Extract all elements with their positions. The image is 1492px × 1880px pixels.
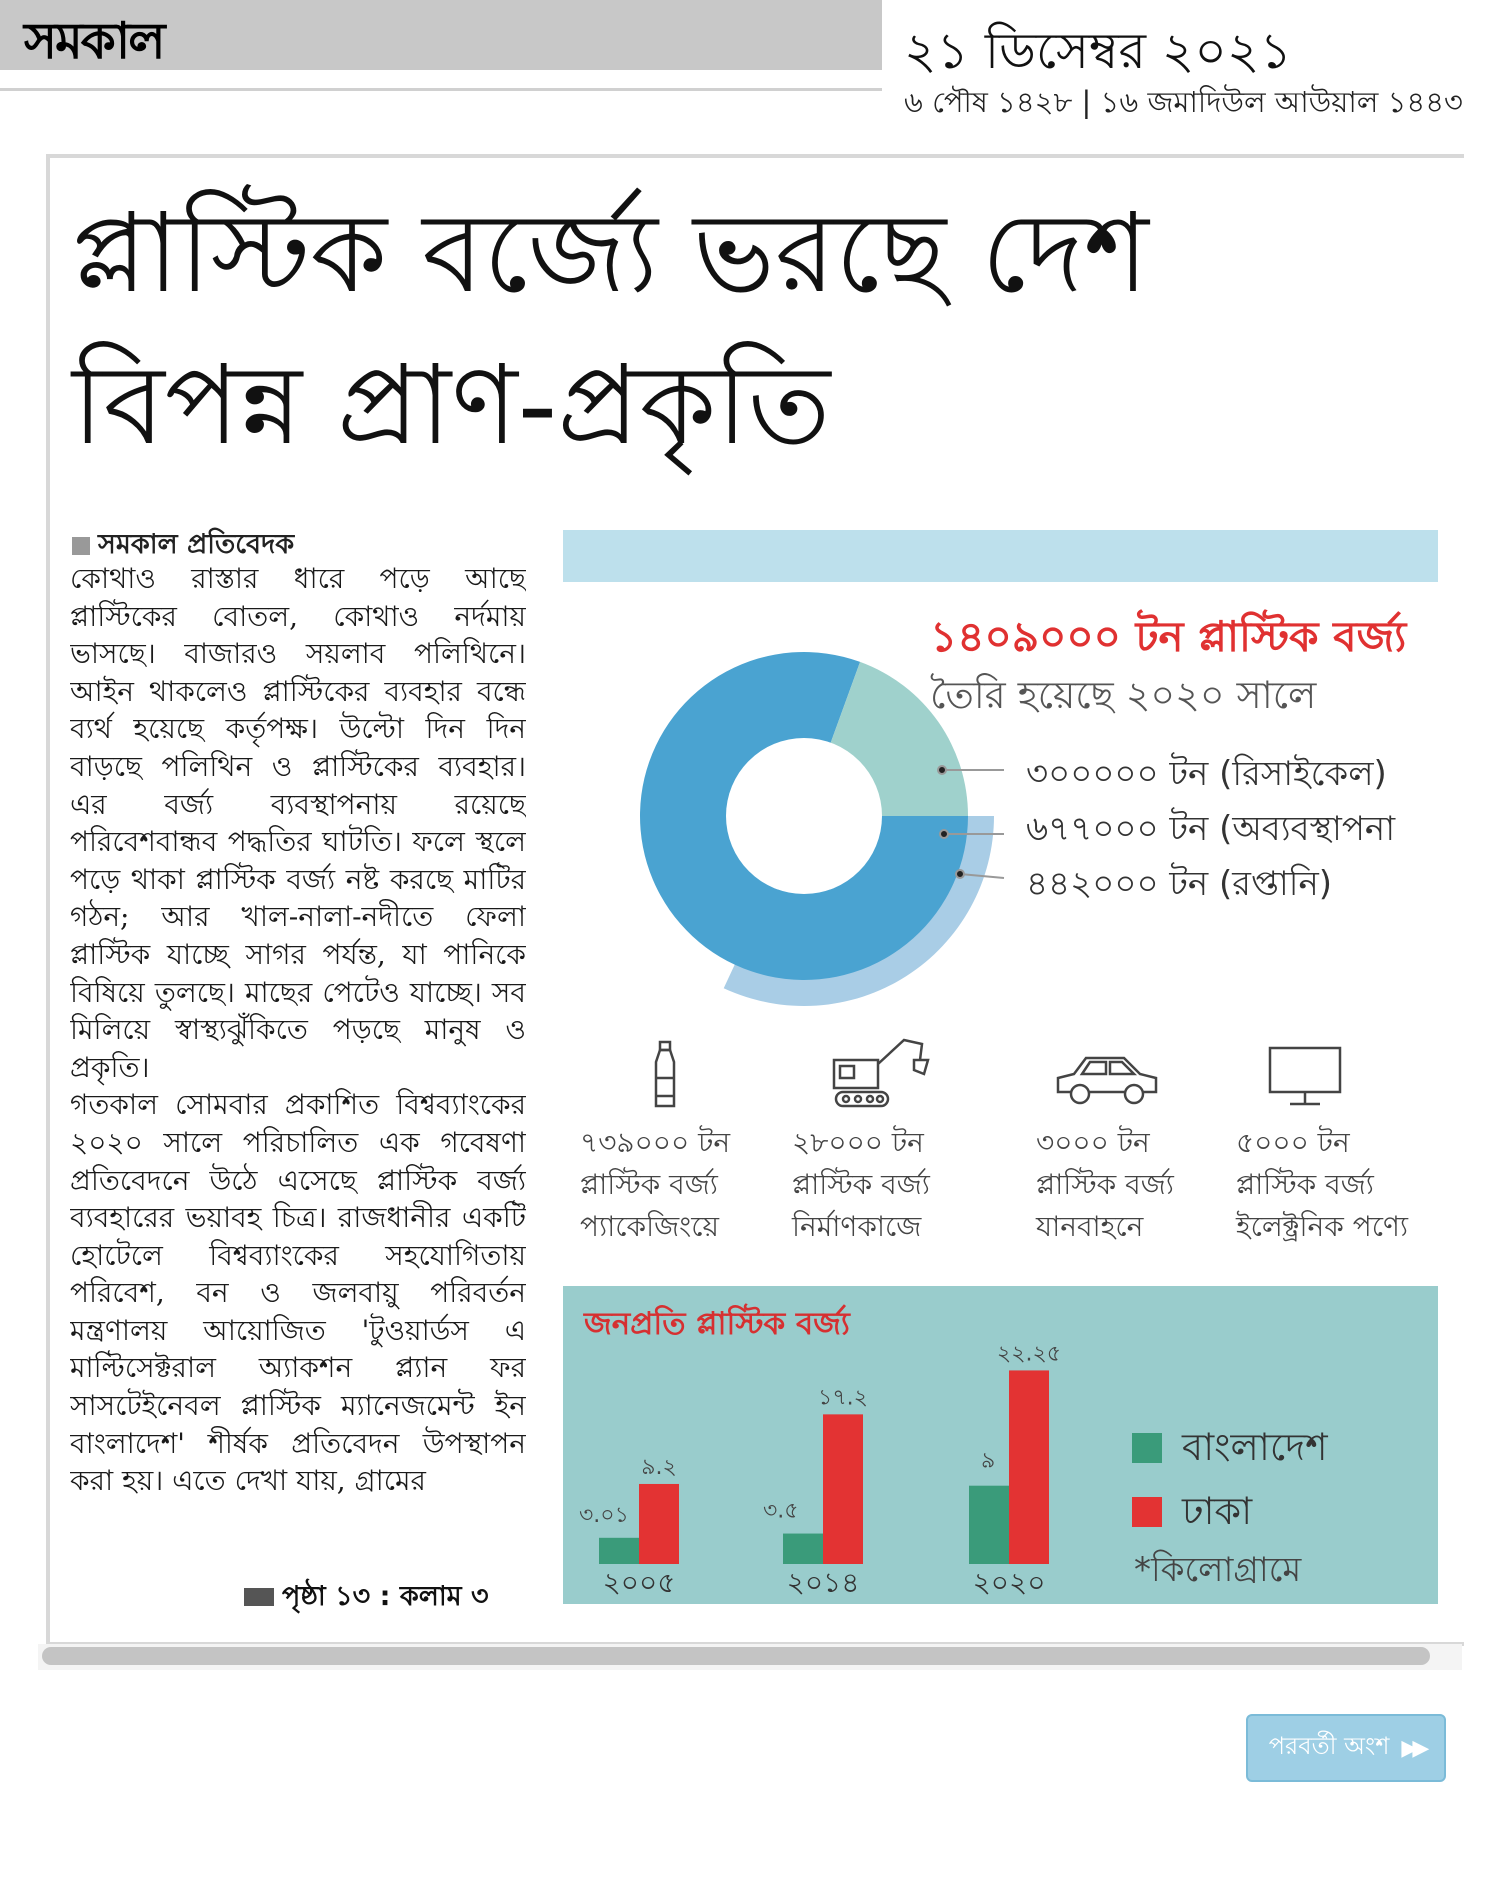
legend-dhaka [1132,1482,1252,1546]
bar-value-label-dhaka-1: ১৭.২ [818,1385,868,1411]
bar-value-label-bangladesh-1: ৩.৫ [763,1498,799,1524]
use-construction-label [792,1122,930,1248]
leader-dot-mismanaged [940,830,948,838]
category-label-1: ২০১৪ [786,1566,860,1599]
continued-on-page[interactable] [244,1576,489,1621]
jump-marker-icon [244,1588,274,1606]
donut-hole [726,738,882,894]
use-packaging-amount: ৭৩৯০০০ টন [580,1126,731,1159]
excavator-icon [830,1034,930,1110]
donut-label-mismanaged: ৬৭৭০০০ টন (অব্যবস্থাপনা [1026,809,1396,849]
use-vehicle-amount: ৩০০০ টন [1036,1126,1150,1159]
byline-text: সমকাল প্রতিবেদক [98,529,295,560]
monitor-icon [1268,1046,1342,1108]
headline-line-1: প্লাস্টিক বর্জ্যে ভরছে দেশ [72,189,1149,317]
use-packaging-desc: প্লাস্টিক বর্জ্য [580,1168,718,1201]
use-packaging-label [580,1122,730,1248]
category-label-0: ২০০৫ [602,1566,676,1599]
next-part-button[interactable] [1246,1714,1446,1782]
use-construction-desc: প্লাস্টিক বর্জ্য [792,1168,930,1201]
masthead-bar [0,0,882,70]
bar-value-label-dhaka-0: ৯.২ [641,1454,677,1480]
publication-date: ২১ ডিসেম্বর ২০২১ [904,22,1292,80]
legend-bangladesh [1132,1418,1328,1482]
header-divider [0,88,882,91]
publication-date-alt: ৬ পৌষ ১৪২৮ | ১৬ জমাদিউল আউয়াল ১৪৪৩ [904,85,1463,119]
leader-dot-recycle [938,766,946,774]
scrollbar-thumb[interactable] [42,1647,1430,1665]
use-construction-sector: নির্মাণকাজে [792,1210,922,1243]
newspaper-logo[interactable]: সমকাল [24,11,164,70]
use-vehicle-label [1036,1122,1174,1248]
legend-swatch-bangladesh [1132,1433,1162,1463]
use-electronics-sector: ইলেক্ট্রনিক পণ্যে [1236,1210,1409,1243]
legend-label-bangladesh: বাংলাদেশ [1182,1425,1328,1469]
legend-label-dhaka: ঢাকা [1182,1489,1253,1533]
legend-swatch-dhaka [1132,1497,1162,1527]
leader-dot-export [956,870,964,878]
infographic-header-strip [563,530,1438,582]
bottle-icon [648,1040,682,1110]
use-electronics-amount: ৫০০০ টন [1236,1126,1350,1159]
use-electronics-desc: প্লাস্টিক বর্জ্য [1236,1168,1374,1201]
donut-total: ১৪০৯০০০ টন প্লাস্টিক বর্জ্য [930,612,1407,661]
unit-note: *কিলোগ্রামে [1134,1550,1302,1590]
use-construction-amount: ২৮০০০ টন [792,1126,924,1159]
bar-value-label-bangladesh-0: ৩.০১ [579,1502,629,1528]
use-vehicle-sector: যানবাহনে [1036,1210,1144,1243]
bar-dhaka-0 [639,1484,679,1564]
clipping-frame-top [46,154,1464,158]
square-bullet-icon [72,537,90,555]
fast-forward-icon: ▶▶ [1401,1735,1424,1761]
bar-bangladesh-0 [599,1538,639,1564]
chart-title: জনপ্রতি প্লাস্টিক বর্জ্য [584,1306,850,1342]
bar-bangladesh-1 [783,1534,823,1564]
clipping-frame-left [46,154,50,1644]
car-icon [1054,1052,1160,1108]
waste-donut-chart [620,640,1040,1020]
article-body: কোথাও রাস্তার ধারে পড়ে আছে প্লাস্টিকের বোতল, কোথাও নর্দমায় ভাসছে। বাজারও সয়লাব পলিথিনে। আইন থাকলেও প্লাস্টিকের ব্যবহার বন্ধে ব্যর্থ হয়েছে কর্তৃপক্ষ। উল্টো দিন দিন বাড়ছে পলিথিন ও প্লাস্টিকের ব্যবহার। এর বর্জ্য ব্যবস্থাপনায় রয়েছে পরিবেশবান্ধব পদ্ধতির ঘাটতি। ফলে স্থলে পড়ে থাকা প্লাস্টিক বর্জ্য নষ্ট করছে মাটির গঠন; আর খাল-নালা-নদীতে ফেলা প্লাস্টিক যাচ্ছে সাগর পর্যন্ত, যা পানিকে বিষিয়ে তুলছে। মাছের পেটেও যাচ্ছে। সব মিলিয়ে স্বাস্থ্যঝুঁকিতে পড়ছে মানুষ ও প্রকৃতি। গতকাল সোমবার প্রকাশিত বিশ্বব্যাংকের ২০২০ সালে পরিচালিত এক গবেষণা প্রতিবেদনে উঠে এসেছে প্লাস্টিক বর্জ্য ব্যবহারের ভয়াবহ চিত্র। রাজধানীর একটি হোটেলে বিশ্বব্যাংকের সহযোগিতায় পরিবেশ, বন ও জলবায়ু পরিবর্তন মন্ত্রণালয় আয়োজিত 'টুওয়ার্ডস এ মাল্টিসেক্টরাল অ্যাকশন প্ল্যান ফর সাসটেইনেবল প্লাস্টিক ম্যানেজমেন্ট ইন বাংলাদেশ' শীর্ষক প্রতিবেদন উপস্থাপন করা হয়। এতে দেখা যায়, গ্রামের [70,562,526,1498]
per-capita-bar-chart [563,1286,1123,1604]
donut-subtitle: তৈরি হয়েছে ২০২০ সালে [930,673,1317,717]
next-part-label: পরবর্তী অংশ [1268,1732,1390,1760]
continued-on-page-text: পৃষ্ঠা ১৩ : কলাম ৩ [282,1581,489,1612]
bar-dhaka-2 [1009,1370,1049,1564]
headline-line-2: বিপন্ন প্রাণ-প্রকৃতি [72,341,831,469]
bar-value-label-dhaka-2: ২২.২৫ [996,1341,1062,1367]
bar-bangladesh-2 [969,1486,1009,1564]
category-label-2: ২০২০ [972,1566,1046,1599]
use-packaging-sector: প্যাকেজিংয়ে [580,1210,719,1243]
donut-label-export: ৪৪২০০০ টন (রপ্তানি) [1026,864,1333,904]
bar-dhaka-1 [823,1414,863,1564]
use-vehicle-desc: প্লাস্টিক বর্জ্য [1036,1168,1174,1201]
use-electronics-label [1236,1122,1408,1248]
donut-label-recycle: ৩০০০০০ টন (রিসাইকেল) [1026,754,1387,794]
bar-value-label-bangladesh-2: ৯ [981,1448,996,1474]
